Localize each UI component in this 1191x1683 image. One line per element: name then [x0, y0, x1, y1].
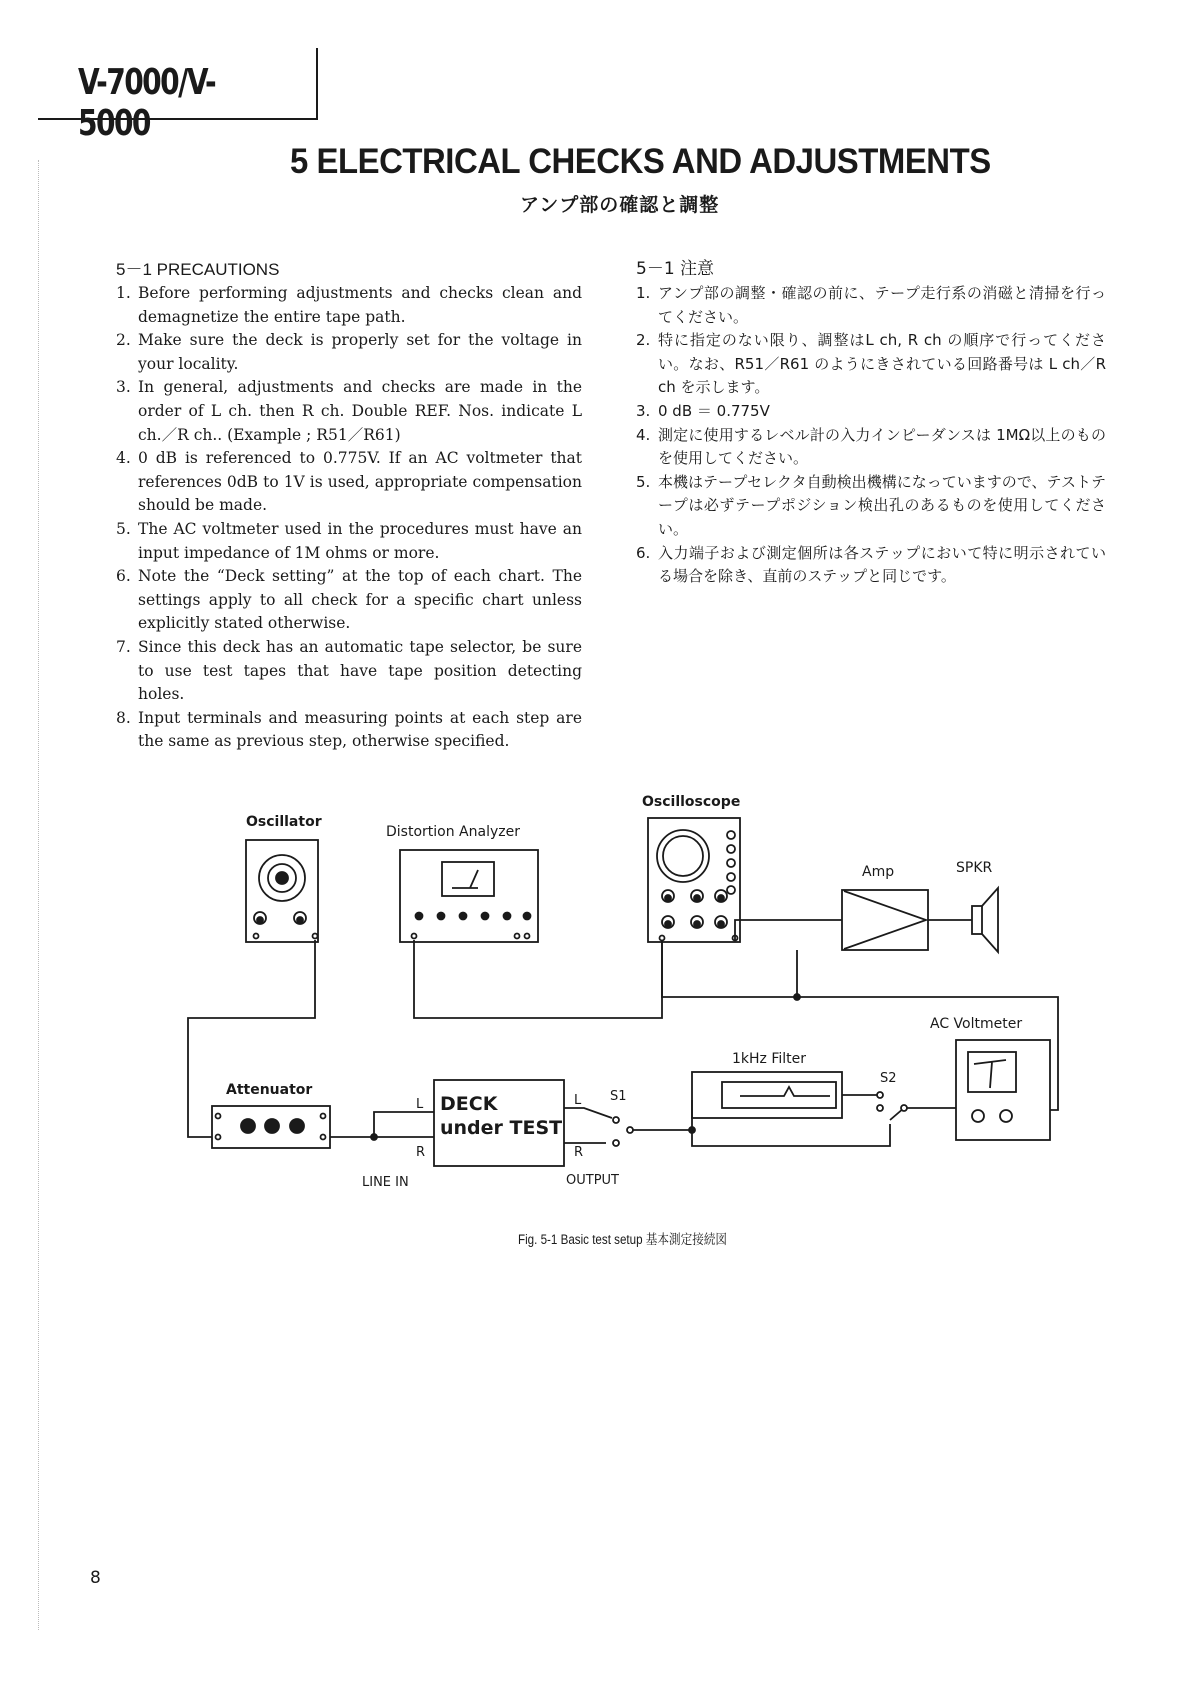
precautions-en-heading: 5－1 PRECAUTIONS [116, 260, 280, 279]
precaution-item: 1. Before performing adjustments and checks clean and demagnetize the entire tape path. [116, 284, 582, 326]
precaution-item-jp: 1. アンプ部の調整・確認の前に、テープ走行系の消磁と清掃を行ってください。 [636, 284, 1106, 326]
precaution-item: 6. Note the “Deck setting” at the top of each chart. The settings apply to all check for a specific chart unless explicitly stated otherwise. [116, 567, 582, 633]
model-name: V-7000/V-5000 [78, 62, 216, 144]
ac-voltmeter-device [956, 1040, 1050, 1140]
switch-s1-label: S1 [610, 1089, 627, 1104]
distortion-analyzer-device [400, 850, 538, 942]
precaution-item: 7. Since this deck has an automatic tape selector, be sure to use test tapes that have tape position detecting holes. [116, 637, 582, 704]
switch-s2-label: S2 [880, 1071, 897, 1086]
distortion-analyzer-label: Distortion Analyzer [386, 824, 520, 840]
filter-label: 1kHz Filter [732, 1051, 807, 1067]
oscilloscope-device [648, 818, 740, 942]
page-title-jp: アンプ部の確認と調整 [520, 194, 720, 216]
wiring [188, 920, 1058, 1146]
output-label: OUTPUT [566, 1173, 619, 1188]
page-number: 8 [90, 1568, 101, 1588]
amp-label: Amp [862, 864, 895, 880]
precaution-item-jp: 4. 測定に使用するレベル計の入力インピーダンスは 1MΩ以上のものを使用してください。 [636, 425, 1106, 468]
precaution-item-jp: 2. 特に指定のない限り、調整はL ch, R ch の順序で行ってください。なお、R51／R61 のようにきされている回路番号は L ch／R ch を示します。 [636, 331, 1106, 397]
speaker-device [972, 888, 998, 952]
oscillator-label: Oscillator [246, 814, 322, 830]
deck-right-r: R [574, 1145, 584, 1160]
precaution-item: 3. In general, adjustments and checks are made in the order of L ch. then R ch. Double REF. Nos. indicate L ch.／R ch.. (Example ; R51／R61) [116, 378, 582, 444]
amp-device [842, 890, 928, 950]
precaution-item-jp: 5. 本機はテープセレクタ自動検出機構になっていますので、テストテープは必ずテープポジション検出孔のあるものを使用してください。 [636, 472, 1106, 538]
precaution-item: 5. The AC voltmeter used in the procedures must have an input impedance of 1M ohms or more. [116, 519, 582, 562]
precaution-item-jp: 6. 入力端子および測定個所は各ステップにおいて特に明示されている場合を除き、直前のステップと同じです。 [636, 543, 1106, 586]
oscilloscope-label: Oscilloscope [642, 794, 741, 810]
deck-right-l: L [574, 1093, 582, 1108]
attenuator-device [212, 1106, 330, 1148]
deck-left-r: R [416, 1145, 426, 1160]
spkr-label: SPKR [956, 860, 993, 876]
page-title: 5 ELECTRICAL CHECKS AND ADJUSTMENTS [290, 142, 991, 181]
ac-voltmeter-label: AC Voltmeter [930, 1016, 1023, 1032]
precaution-item: 2. Make sure the deck is properly set for the voltage in your locality. [116, 331, 582, 373]
deck-label-2: under TEST [440, 1117, 563, 1139]
figure-caption: Fig. 5-1 Basic test setup 基本測定接続図 [518, 1232, 728, 1247]
filter-device [692, 1072, 842, 1118]
precaution-item-jp: 3. 0 dB ＝ 0.775V [636, 401, 770, 420]
attenuator-label: Attenuator [226, 1082, 313, 1098]
precaution-item: 4. 0 dB is referenced to 0.775V. If an AC voltmeter that references 0dB to 1V is used, appropriate compensation should be made. [116, 449, 582, 515]
precaution-item: 8. Input terminals and measuring points at each step are the same as previous step, otherwise specified. [116, 708, 582, 751]
deck-left-l: L [416, 1097, 424, 1112]
oscillator-device [246, 840, 318, 942]
deck-label-1: DECK [440, 1093, 498, 1115]
line-in-label: LINE IN [362, 1175, 409, 1190]
precautions-jp-heading: 5－1 注意 [636, 259, 715, 279]
